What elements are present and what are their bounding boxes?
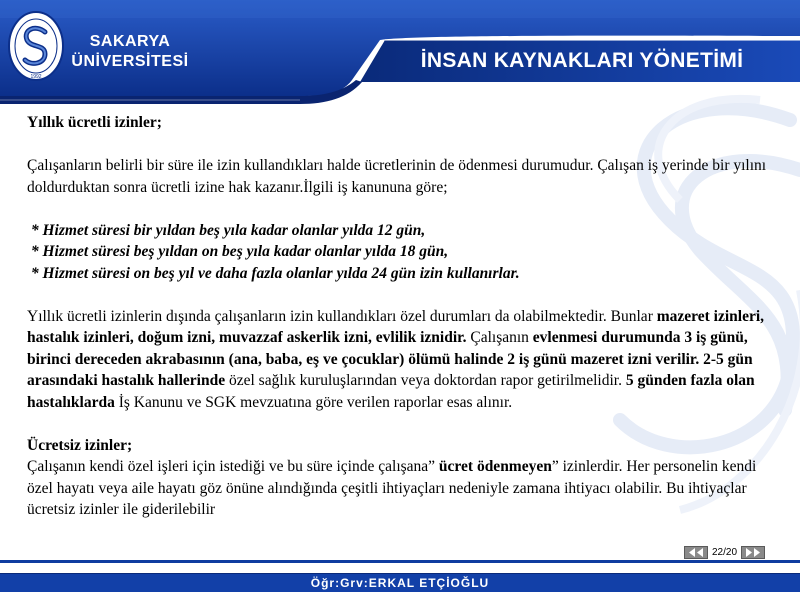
text-span-bold: ücret ödenmeyen	[438, 458, 552, 475]
page-indicator: 22/20	[712, 546, 738, 558]
text-span-bold: 5 günden fazla olan hastalıklarda	[27, 372, 755, 411]
university-name	[63, 32, 197, 72]
paragraph-unpaid-leave	[27, 456, 772, 521]
previous-slide-button[interactable]	[684, 546, 708, 559]
university-name-line1: SAKARYA	[89, 33, 171, 50]
university-name-line2: ÜNİVERSİTESİ	[71, 53, 189, 70]
footer-divider	[0, 560, 800, 563]
double-chevron-left-icon	[688, 548, 704, 557]
text-span: Çalışanın kendi özel işleri için istediği ve bu süre içinde çalışana”	[27, 458, 439, 475]
bullet-item: * Hizmet süresi on beş yıl ve daha fazla olanlar yılda 24 gün izin kullanırlar.	[27, 264, 520, 282]
footer-author: Öğr:Grv:ERKAL ETÇİOĞLU	[310, 576, 490, 590]
paragraph-special-leave	[27, 306, 772, 414]
heading-unpaid-leave: Ücretsiz izinler;	[27, 436, 133, 454]
text-span: Yıllık ücretli izinlerin dışında çalışanların izin kullandıkları özel durumları da olabilmektedir. Bunlar	[27, 307, 657, 325]
text-span: ” izinlerdir. Her personelin kendi özel hayatı veya aile hayatı göz önüne alındığında çeşitli ihtiyaçları nedeniyle zamana ihtiyacı olabilir. Bu ihtiyaçlar ücretsiz izinler ile giderilebilir	[27, 458, 757, 518]
text-span-bold: mazeret izinleri, hastalık izinleri, doğum izni, muvazzaf askerlik izni, evlilik iznidir.	[27, 307, 765, 346]
text-span: İş Kanunu ve SGK mevzuatına göre verilen raporlar esas alınır.	[114, 393, 513, 411]
text-span: özel sağlık kuruluşlarından veya doktordan rapor getirilmelidir.	[225, 372, 626, 389]
double-chevron-right-icon	[745, 548, 761, 557]
text-span-bold: evlenmesi durumunda 3 iş günü, birinci dereceden akrabasının (ana, baba, eş ve çocuklar) ölümü halinde 2 iş günü mazeret izni verilir. 2-5 gün arasındaki hastalık hallerinde	[27, 329, 753, 389]
bullet-item: * Hizmet süresi bir yıldan beş yıla kadar olanlar yılda 12 gün,	[27, 221, 426, 239]
university-logo	[7, 10, 65, 82]
heading-paid-leave: Yıllık ücretli izinler;	[27, 114, 162, 131]
next-slide-button[interactable]	[741, 546, 765, 559]
text-span: Çalışanın	[466, 329, 533, 346]
bullet-item: * Hizmet süresi beş yıldan on beş yıla kadar olanlar yılda 18 gün,	[27, 243, 449, 260]
slide-navigation	[684, 545, 765, 559]
slide-footer	[0, 573, 800, 592]
paragraph-paid-leave-intro: Çalışanların belirli bir süre ile izin kullandıkları halde ücretlerinin de ödenmesi durumudur. Çalışan iş yerinde bir yılını doldurduktan sonra ücretli izine hak kazanır.İlgili iş kanununa göre;	[27, 157, 767, 196]
slide-title: İNSAN KAYNAKLARI YÖNETİMİ	[420, 49, 744, 72]
slide-content	[27, 112, 772, 521]
svg-text:1992: 1992	[30, 74, 42, 80]
